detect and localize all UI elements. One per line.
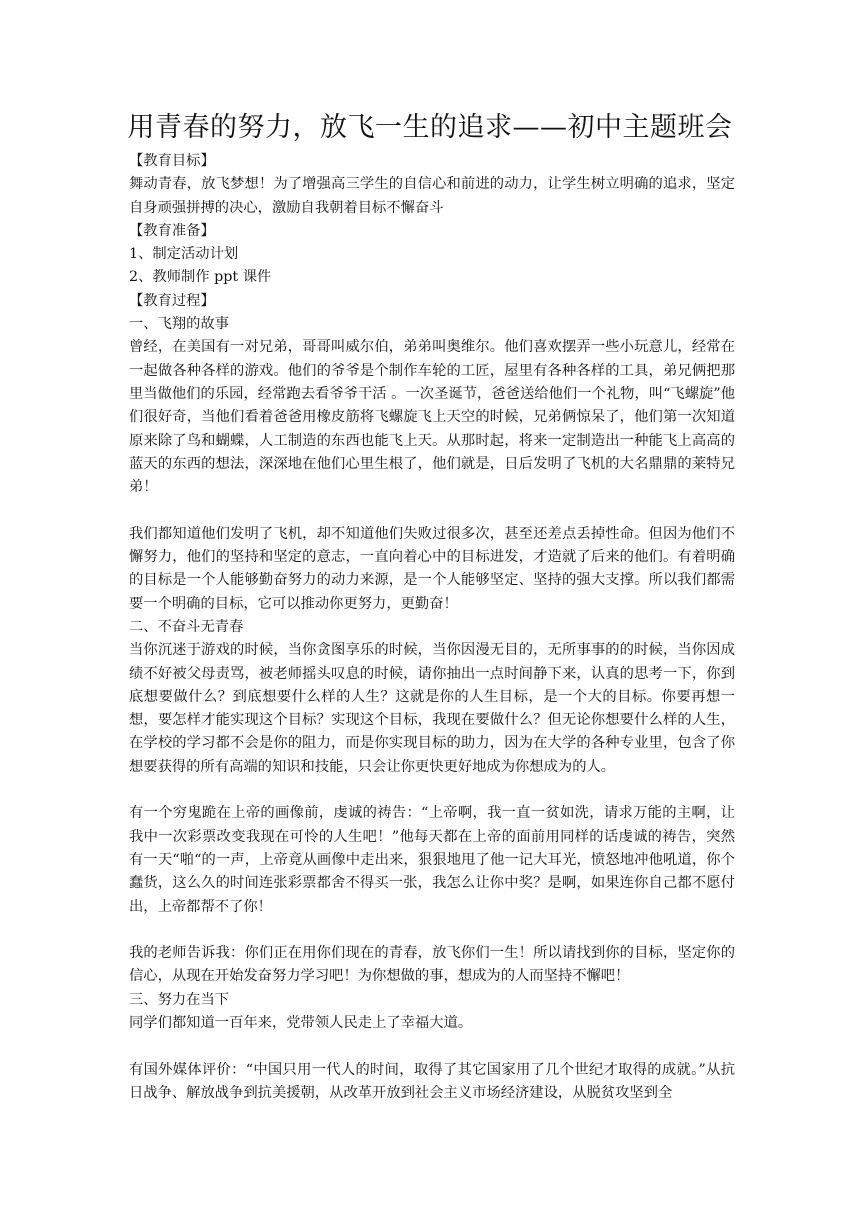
section-heading: 【教育目标】 bbox=[129, 153, 215, 169]
blank-line bbox=[129, 499, 735, 522]
blank-line bbox=[129, 779, 735, 802]
paragraph: 当你沉迷于游戏的时候，当你贪图享乐的时候，当你因漫无目的，无所事事的的时候，当你因成绩不好被父母责骂，被老师摇头叹息的时候，请你抽出一点时间静下来，认真的思考一下，你到底想要做什么？到底想要什么样的人生？这就是你的人生目标，是一个大的目标。你要再想一想，要怎样才能实现这个目标？实现这个目标，我现在要做什么？但无论你想要什么样的人生，在学校的学习都不会是你的阻力，而是你实现目标的助力，因为在大学的各种专业里，包含了你想要获得的所有高端的知识和技能，只会让你更快更好地成为你想成为的人。 bbox=[129, 642, 735, 775]
document-title: 用青春的努力，放飞一生的追求——初中主题班会 bbox=[127, 112, 733, 143]
section-heading: 【教育准备】 bbox=[129, 222, 215, 239]
text-line: 三、努力在当下 bbox=[129, 991, 230, 1008]
blank-line bbox=[129, 1035, 735, 1058]
paragraph: 曾经，在美国有一对兄弟，哥哥叫威尔伯，弟弟叫奥维尔。他们喜欢摆弄一些小玩意儿，经常在一起做各种各样的游戏。他们的爷爷是个制作车轮的工匠，屋里有各种各样的工具，弟兄俩把那里当做他们的乐园，经常跑去看爷爷干活 。一次圣诞节，爸爸送给他们一个礼物，叫“飞螺旋”他们很好奇，当他们看着爸爸用橡皮筋将飞螺旋飞上天空的时候，兄弟俩惊呆了，他们第一次知道原来除了鸟和蝴蝶，人工制造的东西也能飞上天。从那时起，将来一定制造出一种能飞上高高的蓝天的东西的想法，深深地在他们心里生根了，他们就是，日后发明了飞机的大名鼎鼎的莱特兄弟！ bbox=[129, 339, 735, 496]
paragraph: 我的老师告诉我：你们正在用你们现在的青春，放飞你们一生！所以请找到你的目标，坚定你的信心，从现在开始发奋努力学习吧！为你想做的事，想成为的人而坚持不懈吧！ bbox=[129, 945, 735, 985]
paragraph: 舞动青春，放飞梦想！为了增强高三学生的自信心和前进的动力，让学生树立明确的追求，坚定自身顽强拼搏的决心，激励自我朝着目标不懈奋斗 bbox=[129, 176, 735, 216]
paragraph: 有一个穷鬼跪在上帝的画像前，虔诚的祷告：“上帝啊，我一直一贫如洗，请求万能的主啊，让我中一次彩票改变我现在可怜的人生吧！”他每天都在上帝的面前用同样的话虔诚的祷告，突然有一天“啪“的一声，上帝竟从画像中走出来，狠狠地甩了他一记大耳光，愤怒地冲他吼道，你个蠢货，这么久的时间连张彩票都舍不得买一张，我怎么让你中奖？是啊，如果连你自己都不愿付出，上帝都帮不了你！ bbox=[129, 805, 735, 915]
text-line: 2、教师制作 ppt 课件 bbox=[129, 269, 272, 286]
paragraph: 我们都知道他们发明了飞机，却不知道他们失败过很多次，甚至还差点丢掉性命。但因为他们不懈努力，他们的坚持和坚定的意志，一直向着心中的目标进发，才造就了后来的他们。有着明确的目标是一个人能够勤奋努力的动力来源，是一个人能够坚定、坚持的强大支撑。所以我们都需要一个明确的目标，它可以推动你更努力，更勤奋！ bbox=[129, 525, 735, 612]
document-body bbox=[129, 150, 735, 1105]
blank-line bbox=[129, 919, 735, 942]
paragraph: 有国外媒体评价：“中国只用一代人的时间，取得了其它国家用了几个世纪才取得的成就。”从抗日战争、解放战争到抗美援朝，从改革开放到社会主义市场经济建设，从脱贫攻坚到全 bbox=[129, 1061, 735, 1101]
text-line: 二、不奋斗无青春 bbox=[129, 618, 244, 635]
section-heading: 【教育过程】 bbox=[129, 292, 215, 309]
text-line: 一、飞翔的故事 bbox=[129, 316, 230, 333]
text-line: 同学们都知道一百年来，党带领人民走上了幸福大道。 bbox=[129, 1014, 473, 1031]
text-line: 1、制定活动计划 bbox=[129, 246, 239, 263]
